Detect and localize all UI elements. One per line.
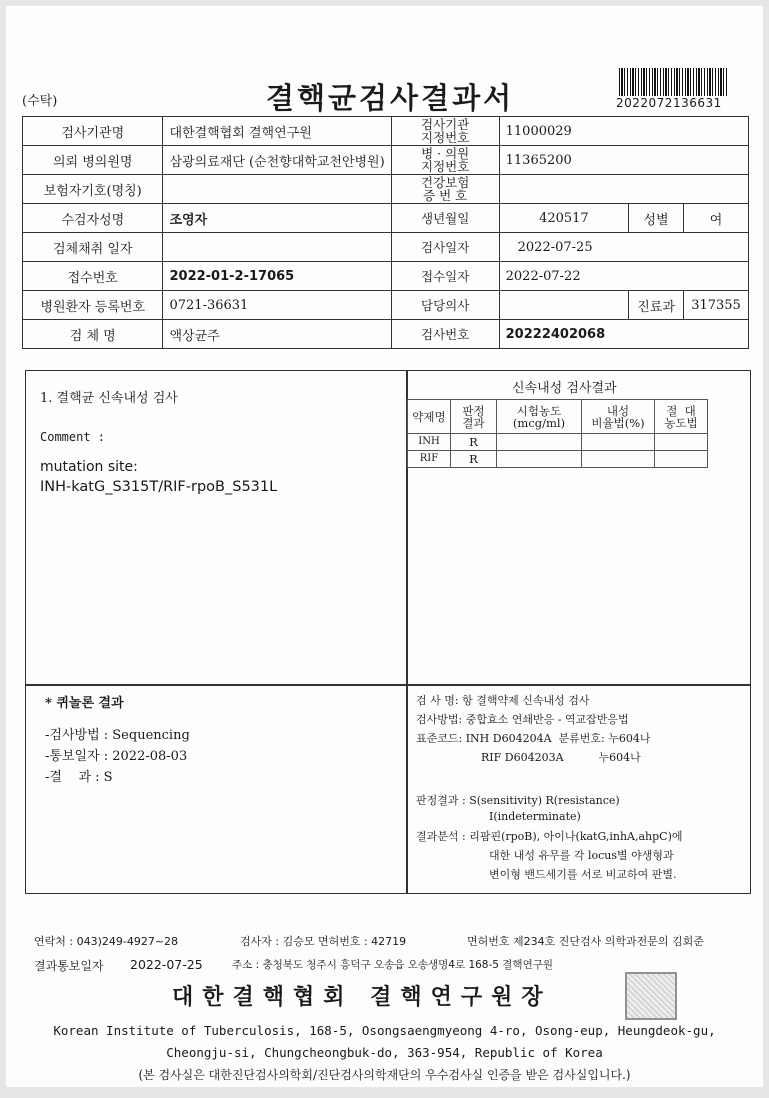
judgement-legend: 판정결과 : S(sensitivity) R(resistance) — [416, 794, 620, 807]
address-info: 주소 : 충청북도 청주시 흥덕구 오송읍 오송생명4로 168-5 결핵연구원 — [232, 959, 554, 971]
test-no-label: 검사번호 — [391, 320, 499, 349]
standard-code-inh: 표준코드: INH D604204A 분류번호: 누604나 — [416, 732, 651, 745]
notify-date-label: 결과통보일자 — [34, 959, 104, 973]
col-header-absolute: 절 대 농도법 — [655, 400, 708, 434]
dept-value: 317355 — [684, 291, 749, 320]
lab-label: 검사기관명 — [23, 117, 163, 146]
requester-no-value: 11365200 — [499, 146, 748, 175]
table-cell — [655, 434, 708, 451]
col-header-concentration: 시험농도 (mcg/ml) — [497, 400, 582, 434]
patient-value: 조영자 — [163, 204, 391, 233]
english-address-line-2: Cheongju-si, Chungcheongbuk-do, 363-954, Republic of Korea — [166, 1045, 603, 1060]
table-cell — [655, 451, 708, 468]
table-cell — [582, 434, 655, 451]
contact-info: 연락처 : 043)249-4927~28 — [34, 935, 179, 948]
table-cell — [497, 434, 582, 451]
comment-label: Comment : — [40, 430, 106, 444]
receipt-no-value: 2022-01-2-17065 — [163, 262, 391, 291]
judgement-legend-2: I(indeterminate) — [489, 810, 581, 823]
receipt-no-label: 접수번호 — [23, 262, 163, 291]
col-header-drug: 약제명 — [408, 400, 451, 434]
doctor-value — [499, 291, 628, 320]
mutation-label: mutation site: — [40, 459, 138, 475]
quinolone-notify: -통보일자 : 2022-08-03 — [45, 749, 188, 764]
table-cell — [582, 451, 655, 468]
analysis-line-1: 결과분석 : 리팜핀(rpoB), 아이나(katG,inhA,ahpC)에 — [416, 830, 683, 843]
lab-no-value: 11000029 — [499, 117, 748, 146]
official-seal — [625, 972, 677, 1020]
barcode-number: 2022072136631 — [616, 96, 722, 110]
result-table-title: 신속내성 검사결과 — [512, 381, 617, 396]
specimen-value: 액상균주 — [163, 320, 391, 349]
quinolone-result: -결 과 : S — [45, 770, 113, 785]
table-row — [408, 434, 708, 451]
standard-code-rif: RIF D604203A 누604나 — [481, 751, 641, 764]
analysis-line-2: 대한 내성 유무를 각 locus별 야생형과 — [489, 849, 674, 862]
test-date-value: 2022-07-25 — [499, 233, 748, 262]
document-title: 결핵균검사결과서 — [266, 81, 515, 115]
certification-note: (본 검사실은 대한진단검사의학회/진단검사의학재단의 우수검사실 인증을 받은 검사실입니다.) — [138, 1068, 631, 1082]
col-header-judgement: 판정 결과 — [451, 400, 497, 434]
health-no-value — [499, 175, 748, 204]
quinolone-heading: * 퀴놀론 결과 — [45, 696, 124, 711]
page-bottom-margin — [0, 1087, 769, 1098]
table-cell: INH — [408, 434, 451, 451]
method-type: 검사방법: 중합효소 연쇄반응 - 역교잡반응법 — [416, 713, 629, 726]
test-no-value: 20222402068 — [499, 320, 748, 349]
table-cell: RIF — [408, 451, 451, 468]
dept-label: 진료과 — [629, 291, 684, 320]
specialist-info: 면허번호 제234호 진단검사 의학과전문의 김회준 — [467, 935, 704, 948]
notify-date-value: 2022-07-25 — [130, 957, 203, 972]
table-cell: R — [451, 451, 497, 468]
result-table — [407, 399, 708, 468]
doctor-label: 담당의사 — [391, 291, 499, 320]
table-cell: R — [451, 434, 497, 451]
insurer-value — [163, 175, 391, 204]
col-header-ratio: 내성 비율법(%) — [582, 400, 655, 434]
rapid-test-heading: 1. 결핵균 신속내성 검사 — [40, 391, 178, 406]
hospital-no-value: 0721-36631 — [163, 291, 391, 320]
table-cell — [497, 451, 582, 468]
receipt-date-value: 2022-07-22 — [499, 262, 748, 291]
specimen-label: 검 체 명 — [23, 320, 163, 349]
sex-value: 여 — [684, 204, 749, 233]
barcode-image — [619, 68, 729, 96]
patient-label: 수검자성명 — [23, 204, 163, 233]
sex-label: 성별 — [629, 204, 684, 233]
collect-date-label: 검체채취 일자 — [23, 233, 163, 262]
mutation-value: INH-katG_S315T/RIF-rpoB_S531L — [40, 479, 278, 495]
analysis-line-3: 변이형 밴드세기를 서로 비교하여 판별. — [489, 868, 677, 881]
info-table — [22, 116, 749, 349]
left-bottom-box — [25, 684, 408, 894]
issuer-name: 대한결핵협회 결핵연구원장 — [172, 985, 552, 1010]
requester-label: 의뢰 병의원명 — [23, 146, 163, 175]
english-address-line-1: Korean Institute of Tuberculosis, 168-5, Osongsaengmyeong 4-ro, Osong-eup, Heungdeok-gu, — [53, 1023, 716, 1038]
lab-value: 대한결핵협회 결핵연구원 — [163, 117, 391, 146]
quinolone-method: -검사방법 : Sequencing — [45, 728, 190, 743]
hospital-no-label: 병원환자 등록번호 — [23, 291, 163, 320]
collect-date-value — [163, 233, 391, 262]
lab-no-label: 검사기관 지정번호 — [391, 117, 499, 146]
dob-label: 생년월일 — [391, 204, 499, 233]
tester-info: 검사자 : 김승모 면허번호 : 42719 — [240, 935, 407, 948]
table-row — [408, 451, 708, 468]
insurer-label: 보험자기호(명칭) — [23, 175, 163, 204]
test-date-label: 검사일자 — [391, 233, 499, 262]
dob-value: 420517 — [499, 204, 628, 233]
requester-value: 삼광의료재단 (순천향대학교천안병원) — [163, 146, 391, 175]
method-name: 검 사 명: 항 결핵약제 신속내성 검사 — [416, 694, 590, 707]
health-no-label: 건강보험 증 번 호 — [391, 175, 499, 204]
consignment-tag: (수탁) — [22, 94, 58, 109]
left-top-box — [25, 370, 408, 686]
receipt-date-label: 접수일자 — [391, 262, 499, 291]
requester-no-label: 병 · 의원 지정번호 — [391, 146, 499, 175]
